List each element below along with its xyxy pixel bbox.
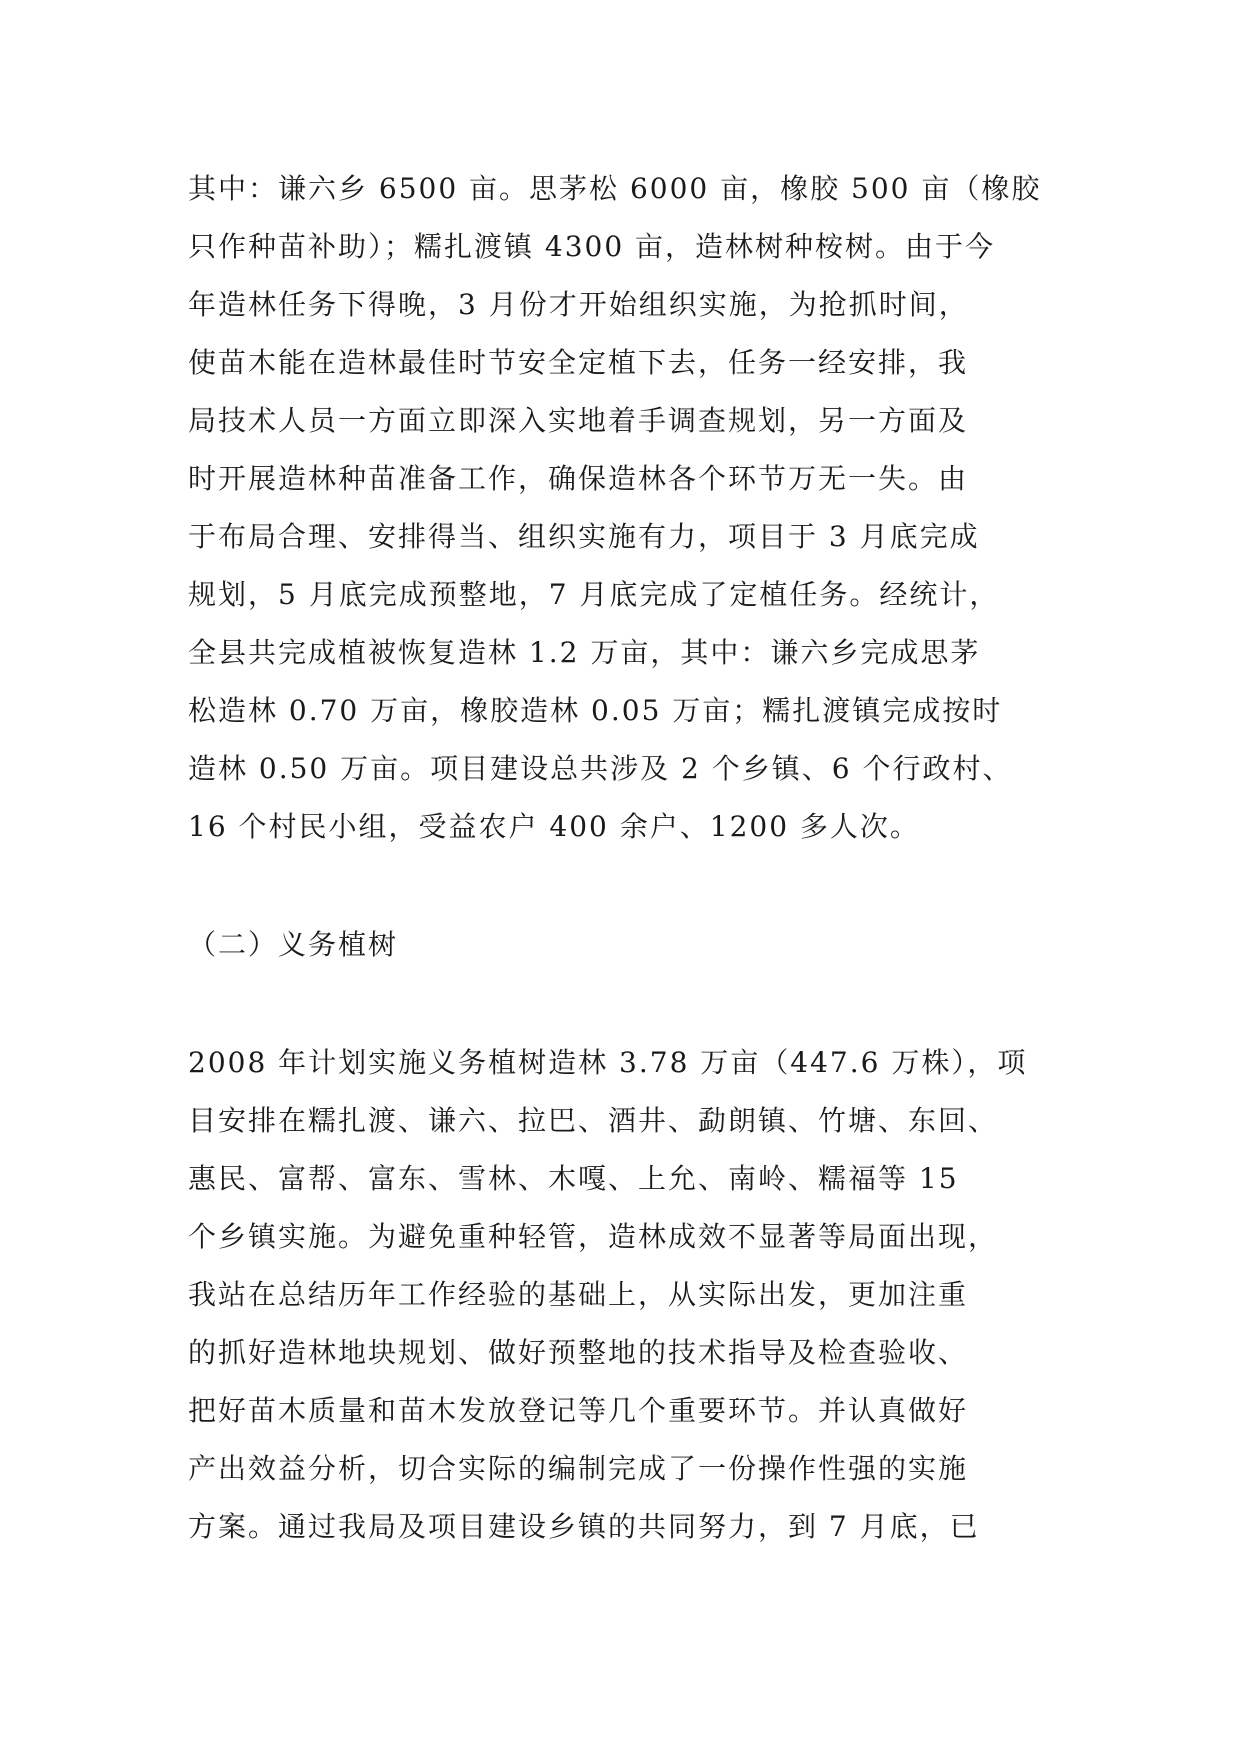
text-line: 个乡镇实施。为避免重种轻管，造林成效不显著等局面出现，	[188, 1220, 999, 1253]
text-line: 目安排在糯扎渡、谦六、拉巴、酒井、勐朗镇、竹塘、东回、	[188, 1104, 999, 1137]
section-heading	[188, 916, 1058, 974]
text-line: 16 个村民小组，受益农户 400 余户、1200 多人次。	[188, 810, 920, 843]
text-line: 其中：谦六乡 6500 亩。思茅松 6000 亩，橡胶 500 亩（橡胶	[188, 172, 1042, 205]
text-line: 惠民、富帮、富东、雪林、木嘎、上允、南岭、糯福等 15	[188, 1162, 959, 1195]
text-line: 年造林任务下得晚，3 月份才开始组织实施，为抢抓时间，	[188, 288, 969, 321]
paragraph-afforestation	[188, 160, 1058, 856]
text-line: 的抓好造林地块规划、做好预整地的技术指导及检查验收、	[188, 1336, 969, 1369]
text-line: 时开展造林种苗准备工作，确保造林各个环节万无一失。由	[188, 462, 969, 495]
text-line: 2008 年计划实施义务植树造林 3.78 万亩（447.6 万株），项	[188, 1046, 1028, 1079]
heading-text: （二）义务植树	[188, 928, 399, 961]
text-line: 于布局合理、安排得当、组织实施有力，项目于 3 月底完成	[188, 520, 980, 553]
text-line: 产出效益分析，切合实际的编制完成了一份操作性强的实施	[188, 1452, 969, 1485]
text-line: 全县共完成植被恢复造林 1.2 万亩，其中：谦六乡完成思茅	[188, 636, 981, 669]
text-line: 我站在总结历年工作经验的基础上，从实际出发，更加注重	[188, 1278, 969, 1311]
text-line: 规划，5 月底完成预整地，7 月底完成了定植任务。经统计，	[188, 578, 1000, 611]
text-line: 松造林 0.70 万亩，橡胶造林 0.05 万亩；糯扎渡镇完成按时	[188, 694, 1003, 727]
text-line: 方案。通过我局及项目建设乡镇的共同努力，到 7 月底，已	[188, 1510, 980, 1543]
paragraph-voluntary-planting	[188, 1034, 1058, 1556]
text-line: 使苗木能在造林最佳时节安全定植下去，任务一经安排，我	[188, 346, 969, 379]
text-line: 只作种苗补助）；糯扎渡镇 4300 亩，造林树种桉树。由于今	[188, 230, 996, 263]
text-line: 把好苗木质量和苗木发放登记等几个重要环节。并认真做好	[188, 1394, 969, 1427]
text-line: 局技术人员一方面立即深入实地着手调查规划，另一方面及	[188, 404, 969, 437]
text-line: 造林 0.50 万亩。项目建设总共涉及 2 个乡镇、6 个行政村、	[188, 752, 1013, 785]
